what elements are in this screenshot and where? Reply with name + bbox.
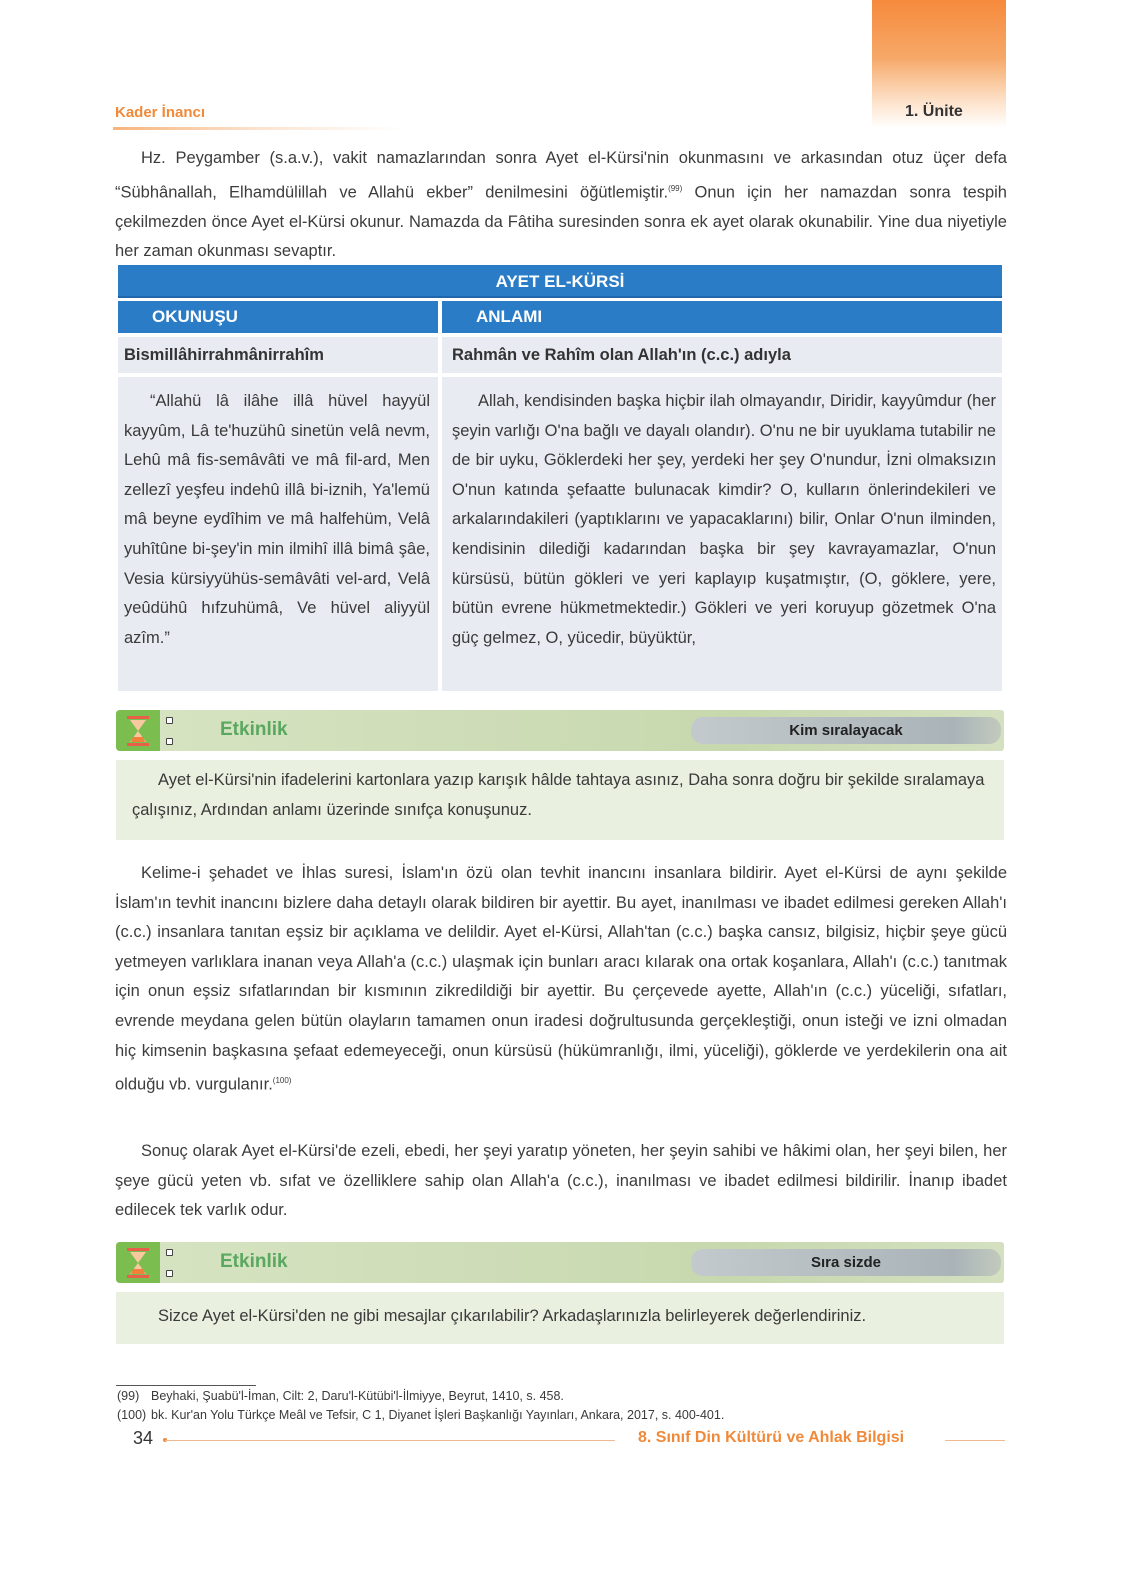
intro-text: Hz. Peygamber (s.a.v.), vakit namazlarından sonra Ayet el-Kürsi'nin okunmasını ve arkasından otuz üçer defa “Sübhânallah, Elhamdülillah ve Allahü ekber” denilmesini öğütlemiştir. [115,149,1007,202]
hourglass-icon [116,710,160,751]
activity-header [116,710,1004,751]
body-text: Sonuç olarak Ayet el-Kürsi'de ezeli, ebedi, her şeyi yaratıp yöneten, her şeyin sahibi ve hâkimi olan, her şeyi bilen, her şeye gücü yeten vb. sıfat ve özelliklere sahip olan Allah'a (c.c.), inanılması ve ibadet edilmesi bildirilir. İnanıp ibadet edilecek tek varlık odur. [115,1142,1007,1220]
anlami-cell [442,377,1002,691]
table-row [118,337,1002,373]
page-number: 34 [133,1428,154,1448]
unit-label: 1. Ünite [905,103,963,120]
anlami-text: Allah, kendisinden başka hiçbir ilah olmayandır, Diridir, kayyûmdur (her şeyin varlığı O'na bağlı ve dayalı olandır). O'nu ne bir uyuklama tutabilir ne de bir uyku, Göklerdeki her şey, yerdeki her şey O'nundur, İzni olmaksızın O'nun katında şefaatte bulunacak kimdir? O, kulların önlerindekileri ve arkalarındakileri (yaptıklarını ve yapacaklarını) bilir, Onlar O'nun ilminden, kendisinin dilediği kadarından başka bir şey kavrayamazlar, O'nun kürsüsü, bütün gökleri ve yeri kaplayıp kuşatmıştır, (O, göklere, yere, bütün evrene hükmetmektedir.) Gökleri ve yeri koruyup gözetmek O'na güç gelmez, O, yücedir, büyüktür, [452,392,996,647]
chapter-underline [113,127,403,130]
footnote-ref: (100) [272,1076,292,1086]
footnote-ref: (99) [668,183,683,193]
book-title: 8. Sınıf Din Kültürü ve Ahlak Bilgisi [638,1429,905,1446]
footnote-text: bk. Kur'an Yolu Türkçe Meâl ve Tefsir, C 1, Diyanet İşleri Başkanlığı Yayınları, Ankara, 2017, s. 400-401. [151,1408,725,1422]
body-paragraph-2 [115,1137,1007,1226]
binder-rings-icon [166,1249,174,1277]
activity-title-pill: Kim sıralayacak [691,717,1001,744]
activity-title-pill: Sıra sizde [691,1249,1001,1276]
chapter-title: Kader İnancı [115,104,206,121]
footnote-text: Beyhaki, Şuabü'l-İman, Cilt: 2, Daru'l-Kütübi'l-İlmiyye, Beyrut, 1410, s. 458. [151,1389,564,1403]
footnote-number: (99) [117,1389,140,1403]
activity-label: Etkinlik [220,719,288,740]
activity-header [116,1242,1004,1283]
anlami-cell: Rahmân ve Rahîm olan Allah'ın (c.c.) adıyla [442,337,1002,373]
body-paragraph-1 [115,859,1007,1100]
okunusu-text: “Allahü lâ ilâhe illâ hüvel hayyül kayyûm, Lâ te'huzühû sinetün velâ nevm, Lehû mâ fis-semâvâti ve mâ fil-ard, Men zellezî yeşfeu indehû illâ bi-iznih, Ya'lemü mâ beyne eydîhim ve mâ halfehüm, Velâ yuhîtûne bi-şey'in min ilmihî illâ bimâ şâe, Vesia kürsiyyühüs-semâvâti vel-ard, Velâ yeûdühû hıfzuhümâ, Ve hüvel aliyyül azîm.” [124,392,430,647]
activity-body [116,760,1004,840]
intro-text-continued: Onun için her namazdan sonra tespih çekilmezden önce Ayet el-Kürsi okunur. Namazda da Fâtiha suresinden sonra ek ayet olarak okunabilir. Yine dua niyetiyle her zaman okunması sevaptır. [115,183,1007,261]
activity-body [116,1292,1004,1344]
ayet-el-kursi-table [118,265,1002,691]
table-header-row [118,301,1002,333]
okunusu-cell: Bismillâhirrahmânirrahîm [118,337,438,373]
binder-rings-icon [166,717,174,745]
column-header-okunusu: OKUNUŞU [118,301,438,333]
footer-rule [945,1440,1005,1441]
intro-paragraph [115,144,1007,267]
footnote-number: (100) [117,1408,147,1422]
footnote [117,1408,724,1422]
column-header-anlami: ANLAMI [442,301,1002,333]
footer-rule [165,1440,615,1441]
hourglass-icon [116,1242,160,1283]
body-text: Kelime-i şehadet ve İhlas suresi, İslam'ın özü olan tevhit inancını insanlara bildirir. Ayet el-Kürsi de aynı şekilde İslam'ın tevhit inancını bizlere daha detaylı olarak bildiren bir ayettir. Bu ayet, inanılması ve ibadet edilmesi gereken Allah'ı (c.c.) insanlara tanıtan eşsiz bir açıklama ve delildir. Ayet el-Kürsi, Allah'tan (c.c.) başka cansız, bilgisiz, hiçbir şeye gücü yetmeyen varlıklara inanan veya Allah'a (c.c.) ulaşmak için bunları aracı kılarak ona ortak koşanlara, Allah'ı (c.c.) tanıtmak için onun eşsiz sıfatlarından bir kısmının zikredildiği bir ayettir. Bu çerçevede ayette, Allah'ın (c.c.) yüceliği, sıfatları, evrende meydana gelen bütün olayların tamamen onun iradesi doğrultusunda gerçekleştiği, onun isteği ve izni olmadan hiç kimsenin başkasına şefaat edemeyeceği, onun kürsüsü (hükümranlığı, ilmi, yüceliği), göklerde ve yerdekilerin ona ait olduğu vb. vurgulanır. [115,864,1007,1094]
table-title: AYET EL-KÜRSİ [118,265,1002,301]
activity-text: Sizce Ayet el-Kürsi'den ne gibi mesajlar çıkarılabilir? Arkadaşlarınızla belirleyerek değerlendiriniz. [158,1307,867,1325]
footnote [117,1389,564,1403]
okunusu-cell [118,377,438,691]
activity-label: Etkinlik [220,1251,288,1272]
activity-text: Ayet el-Kürsi'nin ifadelerini kartonlara yazıp karışık hâlde tahtaya asınız, Daha sonra doğru bir şekilde sıralamaya çalışınız, Ardından anlamı üzerinde sınıfça konuşunuz. [132,771,985,819]
table-row [118,377,1002,691]
footnote-separator [116,1385,256,1386]
